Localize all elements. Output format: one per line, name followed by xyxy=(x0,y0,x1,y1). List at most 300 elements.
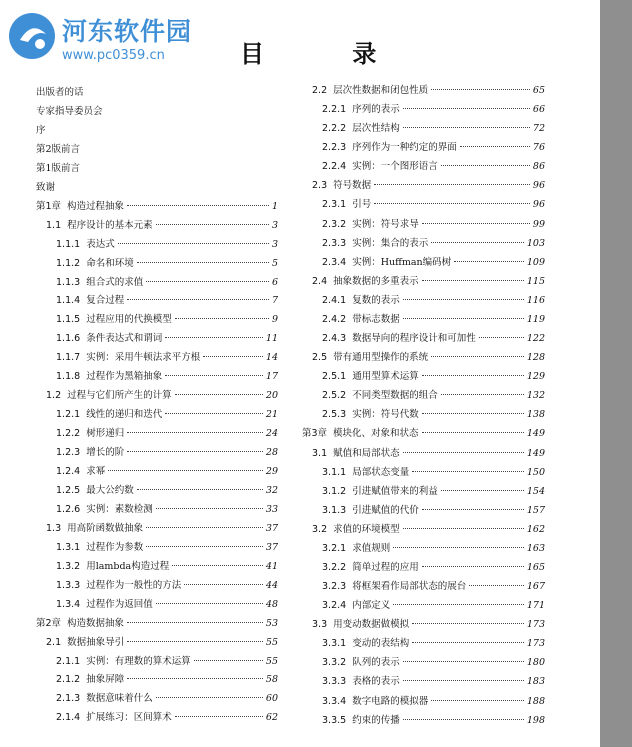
toc-entry-label: 实例：素数检测 xyxy=(86,503,153,515)
toc-entry-number: 3.3.5 xyxy=(322,714,347,726)
toc-entry[interactable] xyxy=(322,578,545,594)
toc-entry-number: 3.2.4 xyxy=(322,600,347,612)
toc-entry-number: 3.3 xyxy=(312,619,328,631)
toc-entry[interactable] xyxy=(36,179,278,195)
toc-entry-number: 1.2.2 xyxy=(56,428,81,440)
toc-entry-label: 求值的环境模型 xyxy=(333,523,400,535)
toc-entry-page: 138 xyxy=(526,409,545,421)
toc-entry-label: 实例：一个图形语言 xyxy=(352,161,438,173)
toc-entry[interactable] xyxy=(322,196,545,212)
toc-entry[interactable] xyxy=(56,558,278,574)
toc-leader-dots xyxy=(403,127,530,128)
toc-entry-number: 2.2.1 xyxy=(322,104,347,116)
toc-entry-label: 过程与它们所产生的计算 xyxy=(67,390,172,402)
toc-leader-dots xyxy=(441,165,530,166)
toc-entry-page: 24 xyxy=(265,428,278,440)
toc-leader-dots xyxy=(374,184,530,185)
toc-entry[interactable] xyxy=(312,616,545,632)
toc-entry-label: 出版者的话 xyxy=(36,87,84,98)
toc-entry[interactable] xyxy=(46,387,278,403)
toc-leader-dots xyxy=(431,242,524,243)
toc-entry[interactable] xyxy=(56,539,278,555)
toc-entry-number: 1.3.2 xyxy=(56,560,81,572)
toc-leader-dots xyxy=(146,527,263,528)
toc-entry-number: 1.2.6 xyxy=(56,503,81,515)
toc-entry-number: 2.3.1 xyxy=(322,199,347,211)
toc-entry-number: 1.3 xyxy=(46,522,62,534)
toc-entry-number: 1.1.8 xyxy=(56,371,81,383)
toc-entry[interactable] xyxy=(322,597,545,613)
toc-entry-number: 2.3.4 xyxy=(322,256,347,268)
toc-entry-page: 60 xyxy=(265,693,278,705)
toc-entry-page: 41 xyxy=(265,560,278,572)
toc-entry-page: 99 xyxy=(532,218,545,230)
toc-entry[interactable] xyxy=(56,653,278,669)
toc-leader-dots xyxy=(393,604,524,605)
toc-entry-page: 173 xyxy=(526,619,545,631)
toc-entry[interactable] xyxy=(36,160,278,176)
toc-entry[interactable] xyxy=(36,103,278,119)
toc-entry-page: 109 xyxy=(526,256,545,268)
toc-entry-number: 1.1.5 xyxy=(56,314,81,326)
toc-entry-page: 165 xyxy=(526,562,545,573)
toc-entry[interactable] xyxy=(322,540,545,556)
toc-entry-number: 2.4 xyxy=(312,275,328,287)
toc-entry-page: 96 xyxy=(532,180,545,192)
toc-entry-label: 约束的传播 xyxy=(352,714,400,726)
toc-entry[interactable] xyxy=(322,387,545,403)
toc-entry-page: 37 xyxy=(265,541,278,553)
toc-entry-number: 2.5.1 xyxy=(322,371,347,383)
watermark-site-name: 河东软件园 xyxy=(62,17,193,46)
toc-entry-label: 局部状态变量 xyxy=(352,466,410,478)
toc-entry-page: 173 xyxy=(526,638,545,650)
toc-entry-label: 命名和环境 xyxy=(86,257,134,269)
toc-entry[interactable] xyxy=(322,464,545,480)
toc-leader-dots xyxy=(118,243,269,244)
toc-entry[interactable] xyxy=(36,141,278,157)
toc-leader-dots xyxy=(137,489,263,490)
toc-entry[interactable] xyxy=(56,709,278,725)
toc-entry[interactable] xyxy=(56,406,278,422)
toc-entry-label: 引进赋值带来的利益 xyxy=(352,485,438,497)
toc-entry-page: 1 xyxy=(271,200,278,212)
toc-entry-page: 122 xyxy=(526,333,545,345)
toc-entry-number: 2.5.3 xyxy=(322,409,347,421)
toc-leader-dots xyxy=(422,432,524,433)
toc-entry-label: 实例：采用牛顿法求平方根 xyxy=(86,352,201,364)
toc-entry[interactable] xyxy=(36,84,278,100)
toc-entry[interactable] xyxy=(56,311,278,327)
toc-entry-label: 队列的表示 xyxy=(352,657,400,669)
toc-leader-dots xyxy=(156,697,263,698)
toc-entry-page: 58 xyxy=(265,674,278,686)
toc-leader-dots xyxy=(412,642,524,643)
toc-entry-number: 3.2 xyxy=(312,523,328,535)
toc-entry[interactable] xyxy=(322,483,545,499)
toc-entry-page: 53 xyxy=(265,617,278,629)
toc-entry[interactable] xyxy=(56,330,278,346)
toc-entry-page: 86 xyxy=(532,161,545,173)
toc-entry-number: 第2章 xyxy=(36,617,62,629)
toc-leader-dots xyxy=(422,280,524,281)
toc-leader-dots xyxy=(422,375,524,376)
toc-leader-dots xyxy=(393,547,524,548)
toc-entry-page: 149 xyxy=(526,447,545,459)
toc-entry-number: 1.1.7 xyxy=(56,352,81,364)
toc-leader-dots xyxy=(175,716,263,717)
toc-entry-number: 2.4.3 xyxy=(322,333,347,345)
toc-entry-page: 149 xyxy=(526,428,545,440)
toc-entry-page: 150 xyxy=(526,466,545,478)
toc-leader-dots xyxy=(422,413,524,414)
toc-entry-label: 第1版前言 xyxy=(36,162,81,174)
toc-entry-number: 1.3.4 xyxy=(56,598,81,610)
toc-entry-number: 2.3.3 xyxy=(322,237,347,249)
toc-entry[interactable] xyxy=(312,82,545,98)
toc-entry[interactable] xyxy=(56,349,278,365)
toc-leader-dots xyxy=(403,452,524,453)
toc-entry-label: 专家指导委员会 xyxy=(36,105,103,117)
toc-entry-label: 变动的表结构 xyxy=(352,638,410,650)
toc-entry[interactable] xyxy=(322,216,545,232)
toc-leader-dots xyxy=(156,603,263,604)
toc-entry[interactable] xyxy=(312,177,545,193)
toc-entry[interactable] xyxy=(322,559,545,575)
toc-entry-page: 17 xyxy=(265,371,278,383)
toc-entry-page: 55 xyxy=(265,655,278,667)
toc-entry-number: 1.2 xyxy=(46,390,62,402)
toc-entry[interactable] xyxy=(312,273,545,289)
toc-leader-dots xyxy=(156,224,269,225)
toc-entry-number: 2.2.4 xyxy=(322,161,347,173)
toc-entry[interactable] xyxy=(56,255,278,271)
toc-entry-label: 内部定义 xyxy=(352,600,391,612)
toc-entry-label: 序列作为一种约定的界面 xyxy=(352,142,457,154)
toc-entry-number: 1.3.3 xyxy=(56,579,81,591)
toc-entry[interactable] xyxy=(56,444,278,460)
toc-entry-number: 第1章 xyxy=(36,200,62,212)
toc-leader-dots xyxy=(108,470,263,471)
toc-entry-label: 带标志数据 xyxy=(352,313,400,325)
toc-leader-dots xyxy=(165,337,263,338)
toc-entry[interactable] xyxy=(322,673,545,689)
toc-entry-page: 119 xyxy=(526,313,545,325)
toc-entry-number: 1.2.5 xyxy=(56,484,81,496)
toc-leader-dots xyxy=(165,375,263,376)
toc-leader-dots xyxy=(146,546,263,547)
toc-entry-label: 实例：有理数的算术运算 xyxy=(86,655,191,667)
watermark-url: www.pc0359.cn xyxy=(62,48,165,63)
toc-entry-label: 实例：符号求导 xyxy=(352,218,419,230)
toc-entry-page: 76 xyxy=(532,142,545,154)
toc-leader-dots xyxy=(460,146,530,147)
toc-entry-page: 72 xyxy=(532,123,545,135)
toc-entry-page: 32 xyxy=(265,484,278,496)
toc-entry-number: 1.1.6 xyxy=(56,333,81,345)
toc-entry[interactable] xyxy=(322,502,545,518)
toc-entry-label: 序列的表示 xyxy=(352,104,400,116)
toc-leader-dots xyxy=(165,413,263,414)
toc-entry-number: 2.5 xyxy=(312,352,328,364)
toc-entry-label: 复数的表示 xyxy=(352,294,400,306)
toc-entry-label: 实例：符号代数 xyxy=(352,409,419,421)
toc-entry-label: 抽象屏障 xyxy=(86,674,125,686)
toc-entry-label: 赋值和局部状态 xyxy=(333,447,400,459)
toc-entry-number: 1.1 xyxy=(46,219,62,231)
toc-entry-page: 21 xyxy=(265,409,278,421)
toc-entry-number: 3.1 xyxy=(312,447,328,459)
toc-entry-label: 引号 xyxy=(352,199,372,211)
toc-entry-number: 2.1.2 xyxy=(56,674,81,686)
toc-entry-label: 将框架看作局部状态的展台 xyxy=(352,581,467,593)
toc-entry[interactable] xyxy=(56,482,278,498)
toc-entry-number: 3.1.2 xyxy=(322,485,347,497)
toc-entry-label: 序 xyxy=(36,124,46,136)
toc-entry-page: 55 xyxy=(265,636,278,648)
toc-entry-page: 171 xyxy=(526,600,545,612)
toc-leader-dots xyxy=(431,89,530,90)
toc-entry-page: 28 xyxy=(265,447,278,459)
toc-leader-dots xyxy=(127,205,269,206)
toc-entry-number: 3.3.3 xyxy=(322,676,347,688)
toc-entry-page: 5 xyxy=(271,257,278,269)
toc-entry-page: 154 xyxy=(526,485,545,497)
toc-entry-number: 2.3 xyxy=(312,180,328,192)
toc-leader-dots xyxy=(431,700,524,701)
toc-leader-dots xyxy=(431,356,524,357)
toc-entry-label: 过程作为一般性的方法 xyxy=(86,579,182,591)
toc-entry-number: 2.1.4 xyxy=(56,712,81,724)
toc-entry-number: 3.2.2 xyxy=(322,562,347,573)
toc-entry-page: 157 xyxy=(526,504,545,516)
toc-entry-label: 数字电路的模拟器 xyxy=(352,695,429,707)
toc-entry-number: 1.1.4 xyxy=(56,295,81,307)
toc-entry[interactable] xyxy=(56,368,278,384)
toc-entry-number: 2.4.1 xyxy=(322,294,347,306)
toc-entry[interactable] xyxy=(56,577,278,593)
toc-entry-page: 180 xyxy=(526,657,545,669)
toc-leader-dots xyxy=(127,622,263,623)
toc-leader-dots xyxy=(127,451,263,452)
toc-entry[interactable] xyxy=(46,634,278,650)
toc-entry[interactable] xyxy=(322,120,545,136)
toc-entry-page: 48 xyxy=(265,598,278,610)
toc-leader-dots xyxy=(127,432,263,433)
toc-entry-label: 条件表达式和谓词 xyxy=(86,333,163,345)
toc-entry[interactable] xyxy=(56,292,278,308)
toc-entry[interactable] xyxy=(36,122,278,138)
toc-entry-number: 1.2.1 xyxy=(56,409,81,421)
toc-entry-label: 最大公约数 xyxy=(86,484,134,496)
toc-leader-dots xyxy=(479,337,524,338)
toc-entry-number: 2.3.2 xyxy=(322,218,347,230)
toc-entry[interactable] xyxy=(36,615,278,631)
toc-entry-label: 过程作为黑箱抽象 xyxy=(86,371,163,383)
toc-entry-number: 1.1.3 xyxy=(56,276,81,288)
toc-entry[interactable] xyxy=(322,635,545,651)
toc-entry-label: 简单过程的应用 xyxy=(352,562,419,573)
toc-entry-label: 致谢 xyxy=(36,181,56,193)
toc-entry-label: 实例：集合的表示 xyxy=(352,237,429,249)
toc-entry[interactable] xyxy=(46,217,278,233)
toc-leader-dots xyxy=(441,394,524,395)
toc-entry-label: 增长的阶 xyxy=(86,447,125,459)
toc-entry[interactable] xyxy=(46,520,278,536)
toc-leader-dots xyxy=(146,281,269,282)
toc-entry-page: 183 xyxy=(526,676,545,688)
toc-entry-page: 44 xyxy=(265,579,278,591)
toc-entry-page: 7 xyxy=(271,295,278,307)
toc-entry-number: 1.3.1 xyxy=(56,541,81,553)
toc-entry-label: 符号数据 xyxy=(333,180,372,192)
toc-entry-number: 2.1.3 xyxy=(56,693,81,705)
toc-entry[interactable] xyxy=(302,425,545,441)
toc-entry-page: 116 xyxy=(526,294,545,306)
toc-entry-label: 层次性结构 xyxy=(352,123,400,135)
toc-entry[interactable] xyxy=(322,311,545,327)
toc-leader-dots xyxy=(422,223,530,224)
toc-leader-dots xyxy=(454,261,524,262)
toc-leader-dots xyxy=(403,661,524,662)
toc-entry-page: 129 xyxy=(526,371,545,383)
toc-entry-page: 162 xyxy=(526,523,545,535)
toc-entry-label: 求值规则 xyxy=(352,542,391,554)
toc-entry[interactable] xyxy=(322,139,545,155)
toc-leader-dots xyxy=(127,641,263,642)
toc-entry-number: 3.1.1 xyxy=(322,466,347,478)
toc-entry-label: 线性的递归和迭代 xyxy=(86,409,163,421)
toc-entry[interactable] xyxy=(322,712,545,728)
toc-leader-dots xyxy=(184,584,263,585)
toc-entry-number: 1.1.1 xyxy=(56,238,81,250)
toc-entry-number: 3.3.2 xyxy=(322,657,347,669)
toc-entry-label: 抽象数据的多重表示 xyxy=(333,275,419,287)
toc-leader-dots xyxy=(156,508,263,509)
toc-entry-page: 14 xyxy=(265,352,278,364)
toc-entry[interactable] xyxy=(322,368,545,384)
toc-entry-number: 3.3.4 xyxy=(322,695,347,707)
toc-entry-label: 数据导向的程序设计和可加性 xyxy=(352,333,476,345)
toc-entry-number: 第3章 xyxy=(302,428,328,440)
toc-entry[interactable] xyxy=(322,292,545,308)
toc-entry[interactable] xyxy=(56,425,278,441)
toc-entry-label: 通用型算术运算 xyxy=(352,371,419,383)
toc-entry-label: 构造过程抽象 xyxy=(67,200,125,212)
toc-entry[interactable] xyxy=(322,158,545,174)
toc-leader-dots xyxy=(403,299,524,300)
toc-entry[interactable] xyxy=(56,671,278,687)
toc-entry-label: 过程作为返回值 xyxy=(86,598,153,610)
toc-entry-number: 3.2.1 xyxy=(322,542,347,554)
toc-entry-number: 3.3.1 xyxy=(322,638,347,650)
toc-entry-page: 198 xyxy=(526,714,545,726)
toc-leader-dots xyxy=(194,660,263,661)
toc-entry[interactable] xyxy=(312,445,545,461)
toc-entry-page: 66 xyxy=(532,104,545,116)
toc-entry[interactable] xyxy=(36,198,278,214)
toc-entry-number: 1.1.2 xyxy=(56,257,81,269)
toc-entry-page: 11 xyxy=(265,333,278,345)
toc-entry-page: 62 xyxy=(265,712,278,724)
toc-entry-label: 用变动数据做模拟 xyxy=(333,619,410,631)
toc-entry-page: 37 xyxy=(265,522,278,534)
toc-entry-label: 树形递归 xyxy=(86,428,125,440)
toc-entry-label: 求幂 xyxy=(86,466,106,477)
toc-entry-label: 第2版前言 xyxy=(36,143,81,155)
toc-leader-dots xyxy=(403,719,524,720)
toc-leader-dots xyxy=(412,623,524,624)
toc-entry[interactable] xyxy=(56,596,278,612)
toc-entry-number: 1.2.3 xyxy=(56,447,81,459)
watermark xyxy=(4,8,234,72)
toc-entry-page: 65 xyxy=(532,85,545,96)
toc-entry-label: 实例：Huffman编码树 xyxy=(352,256,452,268)
toc-entry-page: 6 xyxy=(271,276,278,288)
toc-entry[interactable] xyxy=(322,693,545,709)
toc-entry[interactable] xyxy=(56,690,278,706)
toc-entry[interactable] xyxy=(322,654,545,670)
toc-entry-label: 带有通用型操作的系统 xyxy=(333,352,429,364)
toc-entry-page: 96 xyxy=(532,199,545,211)
toc-entry[interactable] xyxy=(322,406,545,422)
toc-entry[interactable] xyxy=(322,254,545,270)
toc-entry-page: 29 xyxy=(265,466,278,477)
toc-entry-label: 复合过程 xyxy=(86,295,125,307)
toc-entry-number: 2.2.3 xyxy=(322,142,347,154)
toc-entry[interactable] xyxy=(312,349,545,365)
toc-entry[interactable] xyxy=(56,274,278,290)
toc-entry-page: 3 xyxy=(271,238,278,250)
toc-entry-label: 表格的表示 xyxy=(352,676,400,688)
toc-entry-label: 数据意味着什么 xyxy=(86,693,153,705)
toc-entry-page: 3 xyxy=(271,219,278,231)
toc-entry-page: 115 xyxy=(526,275,545,287)
toc-entry-label: 构造数据抽象 xyxy=(67,617,125,629)
toc-entry-page: 163 xyxy=(526,542,545,554)
toc-entry[interactable] xyxy=(56,501,278,517)
toc-leader-dots xyxy=(137,262,269,263)
toc-entry-number: 2.2.2 xyxy=(322,123,347,135)
toc-entry-number: 2.2 xyxy=(312,85,328,96)
toc-leader-dots xyxy=(422,509,524,510)
toc-leader-dots xyxy=(127,678,263,679)
toc-leader-dots xyxy=(403,108,530,109)
toc-entry-page: 128 xyxy=(526,352,545,364)
toc-entry-number: 2.5.2 xyxy=(322,390,347,402)
scrollbar[interactable] xyxy=(600,0,632,747)
toc-entry-page: 188 xyxy=(526,695,545,707)
toc-entry[interactable] xyxy=(322,235,545,251)
toc-entry-number: 1.2.4 xyxy=(56,466,81,477)
toc-entry-label: 数据抽象导引 xyxy=(67,636,125,648)
toc-entry-number: 2.1 xyxy=(46,636,62,648)
toc-entry[interactable] xyxy=(56,236,278,252)
toc-entry[interactable] xyxy=(322,330,545,346)
toc-entry-page: 167 xyxy=(526,581,545,593)
toc-entry[interactable] xyxy=(312,521,545,537)
toc-leader-dots xyxy=(203,356,263,357)
toc-entry-label: 表达式 xyxy=(86,238,115,250)
toc-entry-page: 132 xyxy=(526,390,545,402)
toc-leader-dots xyxy=(441,490,524,491)
toc-entry[interactable] xyxy=(56,463,278,479)
toc-entry[interactable] xyxy=(322,101,545,117)
site-logo-icon xyxy=(6,10,58,62)
toc-leader-dots xyxy=(403,318,524,319)
toc-entry-number: 3.2.3 xyxy=(322,581,347,593)
toc-entry-label: 过程作为参数 xyxy=(86,541,144,553)
